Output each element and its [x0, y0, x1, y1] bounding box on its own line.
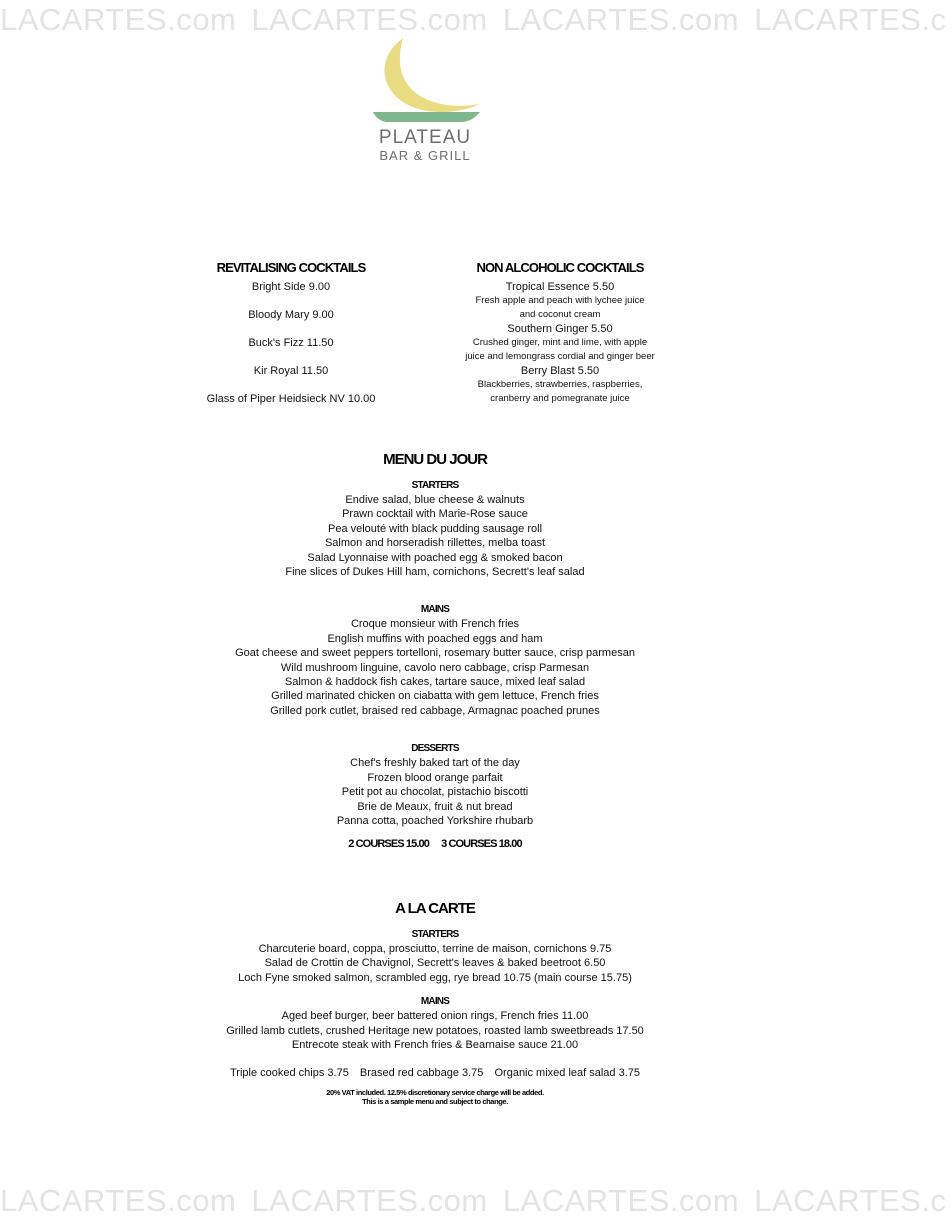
menu-item: Grilled marinated chicken on ciabatta with gem lettuce, French fries: [271, 690, 599, 703]
set-menu-prices: [0, 838, 870, 850]
cocktail-item: Kir Royal 11.50: [253, 365, 329, 377]
mains-heading: MAINS: [420, 996, 450, 1008]
starters-heading: STARTERS: [411, 929, 459, 940]
starters-heading: STARTERS: [411, 480, 459, 491]
watermark-text: LACARTES.c: [754, 1183, 947, 1218]
menu-item: Panna cotta, poached Yorkshire rhubarb: [336, 814, 534, 827]
side-item: Triple cooked chips 3.75: [229, 1067, 349, 1080]
watermark-bottom: [0, 1183, 947, 1223]
cocktail-item: Buck's Fizz 11.50: [248, 337, 334, 349]
restaurant-logo: [360, 34, 490, 164]
na-cocktail-description: juice and lemongrass cordial and ginger beer: [465, 351, 655, 362]
na-cocktail-name: Berry Blast 5.50: [520, 365, 600, 377]
menu-item: Petit pot au chocolat, pistachio biscotti: [341, 786, 529, 799]
logo-subtitle: BAR & GRILL: [379, 148, 471, 163]
watermark-text: LACARTES.c: [754, 2, 947, 37]
menu-item: Salad Lyonnaise with poached egg & smoked bacon: [307, 551, 563, 564]
watermark-text: LACARTES.com: [0, 2, 237, 37]
menu-item: Loch Fyne smoked salmon, scrambled egg, rye bread 10.75 (main course 15.75): [238, 971, 632, 984]
menu-item: Brie de Meaux, fruit & nut bread: [357, 800, 513, 813]
menu-item: Salmon & haddock fish cakes, tartare sauce, mixed leaf salad: [284, 676, 586, 689]
side-item: Organic mixed leaf salad 3.75: [494, 1067, 641, 1080]
non-alcoholic-heading: NON ALCOHOLIC COCKTAILS: [476, 260, 644, 275]
non-alcoholic-cocktails-section: [440, 260, 680, 406]
menu-item: Entrecote steak with French fries & Bearnaise sauce 21.00: [291, 1039, 579, 1052]
sample-note: This is a sample menu and subject to change.: [362, 1096, 508, 1106]
menu-item: Wild mushroom linguine, cavolo nero cabbage, crisp Parmesan: [280, 661, 590, 674]
menu-item: Goat cheese and sweet peppers tortelloni, rosemary butter sauce, crisp parmesan: [235, 647, 635, 660]
menu-item: Croque monsieur with French fries: [350, 618, 520, 631]
menu-item: Salad de Crottin de Chavignol, Secrett's leaves & baked beetroot 6.50: [264, 957, 606, 970]
menu-item: Pea velouté with black pudding sausage roll: [327, 522, 543, 535]
a-la-carte-heading: A LA CARTE: [395, 900, 475, 917]
watermark-text: LACARTES.com: [251, 2, 488, 37]
menu-du-jour-section: [0, 450, 870, 850]
sides-line: [0, 1066, 870, 1080]
revitalising-cocktails-section: [180, 260, 402, 420]
menu-item: Grilled pork cutlet, braised red cabbage, Armagnac poached prunes: [270, 704, 600, 717]
watermark-text: LACARTES.com: [502, 2, 740, 37]
moon-logo-icon: [365, 34, 485, 124]
menu-item: Fine slices of Dukes Hill ham, cornichons, Secrett's leaf salad: [285, 566, 585, 579]
cocktail-item: Bright Side 9.00: [251, 281, 331, 293]
menu-item: Frozen blood orange parfait: [367, 771, 503, 784]
menu-du-jour-heading: MENU DU JOUR: [383, 451, 487, 468]
menu-item: Grilled lamb cutlets, crushed Heritage new potatoes, roasted lamb sweetbreads 17.50: [226, 1024, 644, 1037]
cocktail-item: Bloody Mary 9.00: [248, 309, 334, 321]
menu-item: Aged beef burger, beer battered onion rings, French fries 11.00: [281, 1010, 589, 1023]
vat-note: 20% VAT included. 12.5% discretionary service charge will be added.: [326, 1087, 544, 1097]
mains-heading: MAINS: [420, 604, 450, 616]
watermark-text: LACARTES.com: [251, 1183, 488, 1218]
na-cocktail-description: Fresh apple and peach with lychee juice: [475, 295, 645, 306]
three-courses-price: 3 COURSES 18.00: [441, 838, 522, 851]
na-cocktail-name: Southern Ginger 5.50: [507, 323, 613, 335]
menu-item: English muffins with poached eggs and ham: [327, 632, 543, 645]
watermark-text: LACARTES.com: [502, 1183, 740, 1218]
two-courses-price: 2 COURSES 15.00: [348, 838, 429, 851]
watermark-text: LACARTES.com: [0, 1183, 237, 1218]
cocktail-item: Glass of Piper Heidsieck NV 10.00: [206, 393, 376, 405]
menu-item: Chef's freshly baked tart of the day: [350, 757, 520, 770]
revitalising-cocktails-heading: REVITALISING COCKTAILS: [216, 260, 366, 275]
a-la-carte-section: [0, 899, 870, 1106]
menu-item: Prawn cocktail with Marie-Rose sauce: [342, 508, 528, 521]
na-cocktail-name: Tropical Essence 5.50: [505, 281, 615, 293]
desserts-heading: DESSERTS: [411, 743, 459, 755]
side-item: Brased red cabbage 3.75: [359, 1067, 484, 1080]
menu-item: Charcuterie board, coppa, prosciutto, terrine de maison, cornichons 9.75: [258, 943, 612, 955]
logo-name: PLATEAU: [378, 127, 472, 148]
na-cocktail-description: cranberry and pomegranate juice: [490, 393, 630, 404]
na-cocktail-description: Crushed ginger, mint and lime, with apple: [472, 337, 648, 348]
na-cocktail-description: and coconut cream: [519, 309, 601, 320]
na-cocktail-description: Blackberries, strawberries, raspberries,: [477, 379, 643, 390]
menu-item: Endive salad, blue cheese & walnuts: [345, 494, 525, 506]
menu-item: Salmon and horseradish rillettes, melba toast: [324, 537, 546, 550]
